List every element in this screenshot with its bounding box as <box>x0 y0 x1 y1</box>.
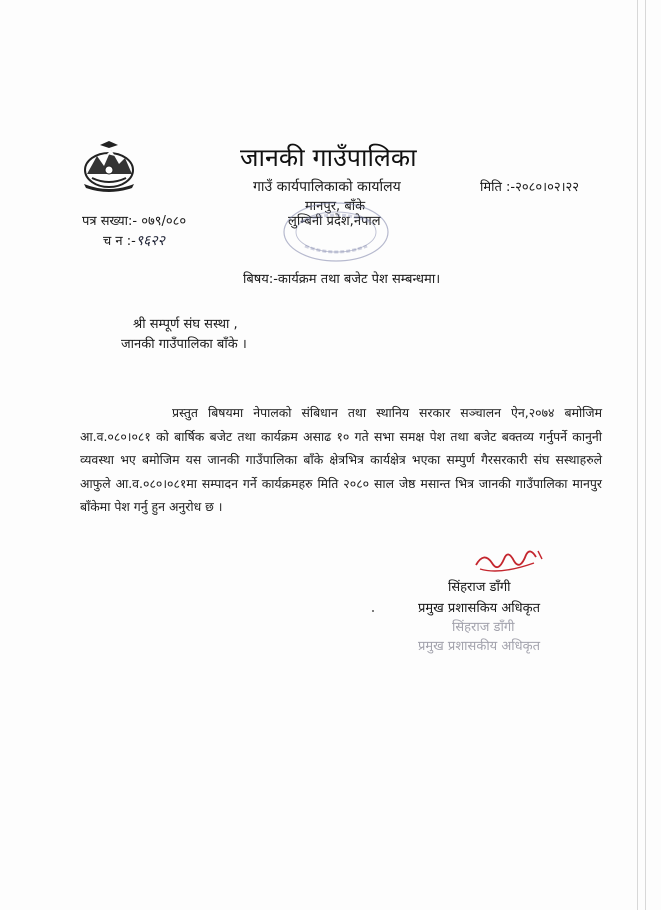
signer-name: सिंहराज डाँगी <box>448 580 511 595</box>
address-line-1: मानपुर, बाँके <box>305 199 366 214</box>
address-line-2: लुम्बिनी प्रदेश,नेपाल <box>288 214 381 229</box>
ink-dot <box>372 610 374 612</box>
dispatch-number-value: ९६२२ <box>135 233 165 249</box>
stamp-title: प्रमुख प्रशासकीय अधिकृत <box>418 639 541 654</box>
office-sub-name: गाउँ कार्यपालिकाको कार्यालय <box>253 179 401 195</box>
subject-line: बिषय:-कार्यक्रम तथा बजेट पेश सम्बन्धमा। <box>243 272 441 287</box>
recipient-line-1: श्री सम्पूर्ण संघ सस्था , <box>133 317 238 332</box>
scan-edge-line <box>637 0 638 910</box>
office-name: जानकी गाउँपालिका <box>240 143 417 172</box>
scan-edge-line <box>645 0 646 910</box>
letter-date: मिति :-२०८०।०२।२२ <box>480 180 580 195</box>
stamp-name: सिंहराज डाँगी <box>452 620 515 635</box>
letter-body: प्रस्तुत बिषयमा नेपालको संबिधान तथा स्थानिय सरकार सञ्चालन ऐन,२०७४ बमोजिम आ.व.०८०।०८१ को बार्षिक बजेट तथा कार्यक्रम असाढ १० गते सभा समक्ष पेश तथा बजेट बक्तव्य गर्नुपर्ने कानुनी व्यवस्था भए बमोजिम यस जानकी गाउँपालिका बाँके क्षेत्रभित्र कार्यक्षेत्र भएका सम्पुर्ण गैरसरकारी संघ सस्थाहरुले आफुले आ.व.०८०।०८१मा सम्पादन गर्ने कार्यक्रमहरु मिति २०८० साल जेष्ठ मसान्त भित्र जानकी गाउँपालिका मानपुर बाँकेमा पेश गर्नु हुन अनुरोध छ । <box>80 405 602 514</box>
office-seal <box>281 200 391 264</box>
nepal-emblem-icon <box>78 140 140 192</box>
dispatch-number <box>103 231 165 250</box>
signer-title: प्रमुख प्रशासकिय अधिकृत <box>418 601 541 616</box>
dispatch-number-label: च न :- <box>103 234 136 249</box>
handwritten-signature <box>470 545 550 579</box>
reference-number: पत्र सख्या:- ०७९/०८० <box>82 214 187 229</box>
recipient-line-2: जानकी गाउँपालिका बाँके । <box>121 337 247 352</box>
